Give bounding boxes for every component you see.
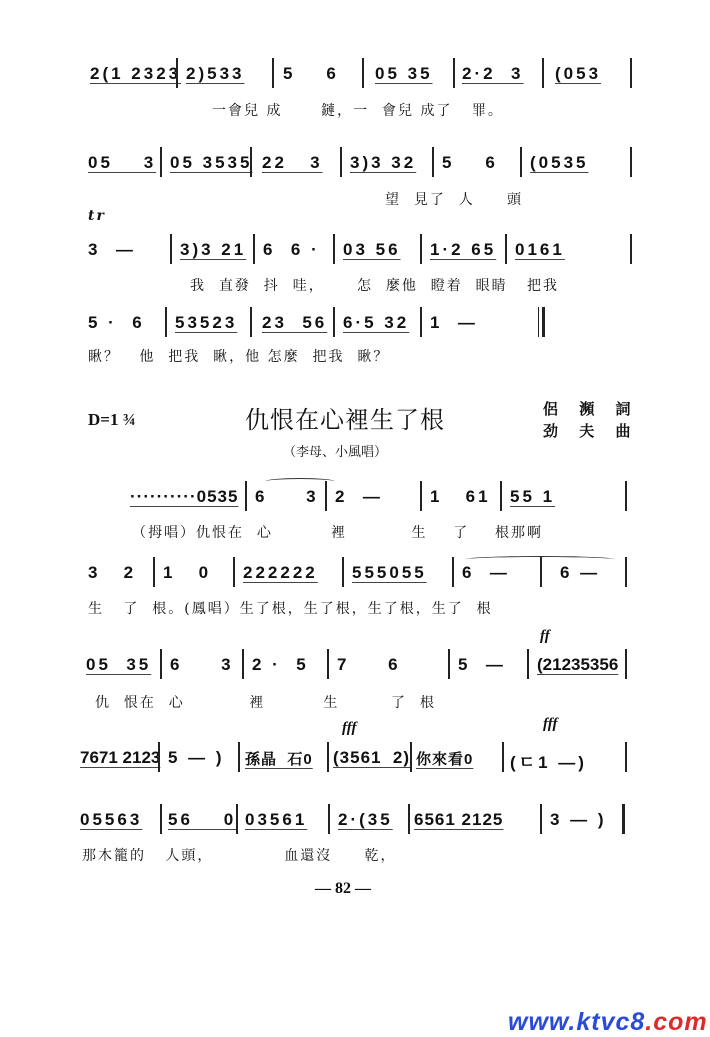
dynamic-fff: fff (543, 716, 558, 732)
barline (328, 804, 330, 834)
measure: 03561 (245, 810, 308, 829)
measure: 56 0 (168, 810, 237, 829)
barline (502, 742, 504, 772)
barline (452, 557, 454, 587)
barline (233, 557, 235, 587)
barline (158, 742, 160, 772)
measure: 3 — (88, 240, 136, 259)
measure: 6561 2125 (414, 810, 504, 829)
score-row-5 (0, 487, 710, 517)
slur (265, 478, 335, 485)
measure: 23 56 (262, 313, 328, 332)
measure: 你來看0 (416, 751, 474, 768)
measure: 3)3 32 (350, 153, 417, 172)
barline (420, 481, 422, 511)
final-barline (542, 307, 545, 337)
measure: 05 3535 (170, 153, 253, 172)
score-row-9 (0, 810, 710, 840)
barline (333, 307, 335, 337)
measure: 05 3 (88, 153, 157, 172)
barline (625, 649, 627, 679)
barline (250, 147, 252, 177)
measure: 5 · 6 (88, 313, 145, 332)
measure: 孫晶 石0 (245, 751, 313, 768)
watermark-suffix: .com (645, 1008, 708, 1036)
tie (465, 556, 615, 563)
measure: 2·(35 (338, 810, 393, 829)
measure: 6 3 (170, 655, 234, 674)
measure: 22 3 (262, 153, 323, 172)
measure: 1 — (430, 313, 478, 332)
barline (160, 804, 162, 834)
measure: 2 · 5 (252, 655, 309, 674)
page-number: — 82 — (315, 880, 371, 897)
lyrics-row-6: 生 了 根。(鳳唱）生了根，生了根，生了根，生了 根 (88, 601, 493, 617)
barline (448, 649, 450, 679)
measure: 05 35 (86, 655, 152, 674)
barline (340, 147, 342, 177)
barline (236, 804, 238, 834)
barline (272, 58, 274, 88)
barline (540, 804, 542, 834)
measure: 55 1 (510, 487, 556, 506)
barline (327, 742, 329, 772)
measure: 2)533 (186, 64, 245, 83)
barline (176, 58, 178, 88)
barline (342, 557, 344, 587)
barline (250, 307, 252, 337)
measure: 555055 (352, 563, 427, 582)
barline (453, 58, 455, 88)
measure: 7671 2123 (80, 748, 161, 767)
score-row-1 (0, 64, 710, 94)
barline (242, 649, 244, 679)
lyrics-row-1: 一會兒 成 鏈，一 會兒 成了 罪。 (212, 103, 504, 119)
barline (630, 147, 632, 177)
barline (170, 234, 172, 264)
measure: 6 — (560, 563, 601, 582)
measure: 3 — ) (550, 810, 607, 829)
measure: (3561 2) (333, 748, 411, 767)
barline (625, 557, 627, 587)
barline (432, 147, 434, 177)
barline (500, 481, 502, 511)
score-row-7 (0, 655, 710, 685)
barline (253, 234, 255, 264)
measure: 6 — (462, 563, 510, 582)
barline (325, 481, 327, 511)
measure: 2 — (335, 487, 383, 506)
watermark-main: www.ktvc8 (508, 1008, 646, 1036)
measure: 2(1 2323 (90, 64, 182, 83)
barline (153, 557, 155, 587)
measure: 6·5 32 (343, 313, 410, 332)
measure: 05 35 (375, 64, 433, 83)
barline (630, 234, 632, 264)
trill-mark: tr (88, 208, 106, 224)
score-row-6 (0, 563, 710, 593)
lyrics-row-5: （拇唱）仇恨在 心 裡 生 了 根那啊 (132, 525, 544, 541)
barline (520, 147, 522, 177)
measure: (21235356 (537, 655, 619, 674)
measure: (053 (555, 64, 602, 83)
barline (542, 58, 544, 88)
barline (327, 649, 329, 679)
measure: 222222 (243, 563, 318, 582)
measure: (0535 (530, 153, 589, 172)
score-row-3 (0, 240, 710, 270)
measure: 53523 (175, 313, 238, 332)
lyrics-row-3: 我 直發 抖 哇， 怎 麼他 瞪着 眼睛 把我 (190, 278, 560, 294)
lyrics-row-7: 仇 恨在 心 裡 生 了 根 (95, 695, 436, 711)
barline (362, 58, 364, 88)
measure: (ㄷ1 —) (510, 753, 587, 772)
barline (245, 481, 247, 511)
score-row-8 (0, 748, 710, 778)
measure: 1 61 (430, 487, 491, 506)
barline (160, 147, 162, 177)
measure: 5 — ) (168, 748, 225, 767)
lyricist-credit: 侶 瀕 詞 (543, 400, 639, 418)
measure: 7 6 (337, 655, 401, 674)
measure: 2·2 3 (462, 64, 524, 83)
barline (165, 307, 167, 337)
singers-note: （李母、小風唱） (283, 445, 388, 460)
dynamic-fff: fff (342, 720, 357, 736)
barline (333, 234, 335, 264)
measure: 6 6 · (263, 240, 320, 259)
measure: 0161 (515, 240, 565, 259)
measure: 5 6 (442, 153, 498, 172)
score-row-4 (0, 313, 710, 343)
measure: 5 6 (283, 64, 339, 83)
barline (408, 804, 410, 834)
barline (625, 742, 627, 772)
composer-credit: 劲 夫 曲 (543, 422, 639, 440)
barline (420, 234, 422, 264)
lyrics-row-2: 望 見了 人 頭 (385, 192, 524, 208)
measure: ··········0535 (130, 487, 239, 506)
barline (630, 58, 632, 88)
barline (527, 649, 529, 679)
barline (160, 649, 162, 679)
barline (505, 234, 507, 264)
measure: 05563 (80, 810, 143, 829)
score-row-2 (0, 153, 710, 183)
measure: 5 — (458, 655, 506, 674)
measure: 03 56 (343, 240, 401, 259)
lyrics-row-9: 那木籠的 人頭， 血還沒 乾， (82, 848, 397, 864)
lyrics-row-4: 瞅？ 他 把我 瞅，他 怎麼 把我 瞅？ (88, 349, 390, 365)
final-barline (538, 307, 539, 337)
barline (238, 742, 240, 772)
measure: 1 0 (163, 563, 212, 582)
barline (410, 742, 412, 772)
measure: 1·2 65 (430, 240, 497, 259)
song-title: 仇恨在心裡生了根 (245, 406, 445, 434)
barline (625, 481, 627, 511)
key-signature: D=1 ¾ (88, 410, 136, 429)
measure: 3 2 (88, 563, 137, 582)
measure: 6 3 (255, 487, 319, 506)
dynamic-ff: ff (540, 628, 550, 644)
final-barline (622, 804, 625, 834)
watermark (508, 1008, 708, 1037)
barline (420, 307, 422, 337)
measure: 3)3 21 (180, 240, 247, 259)
